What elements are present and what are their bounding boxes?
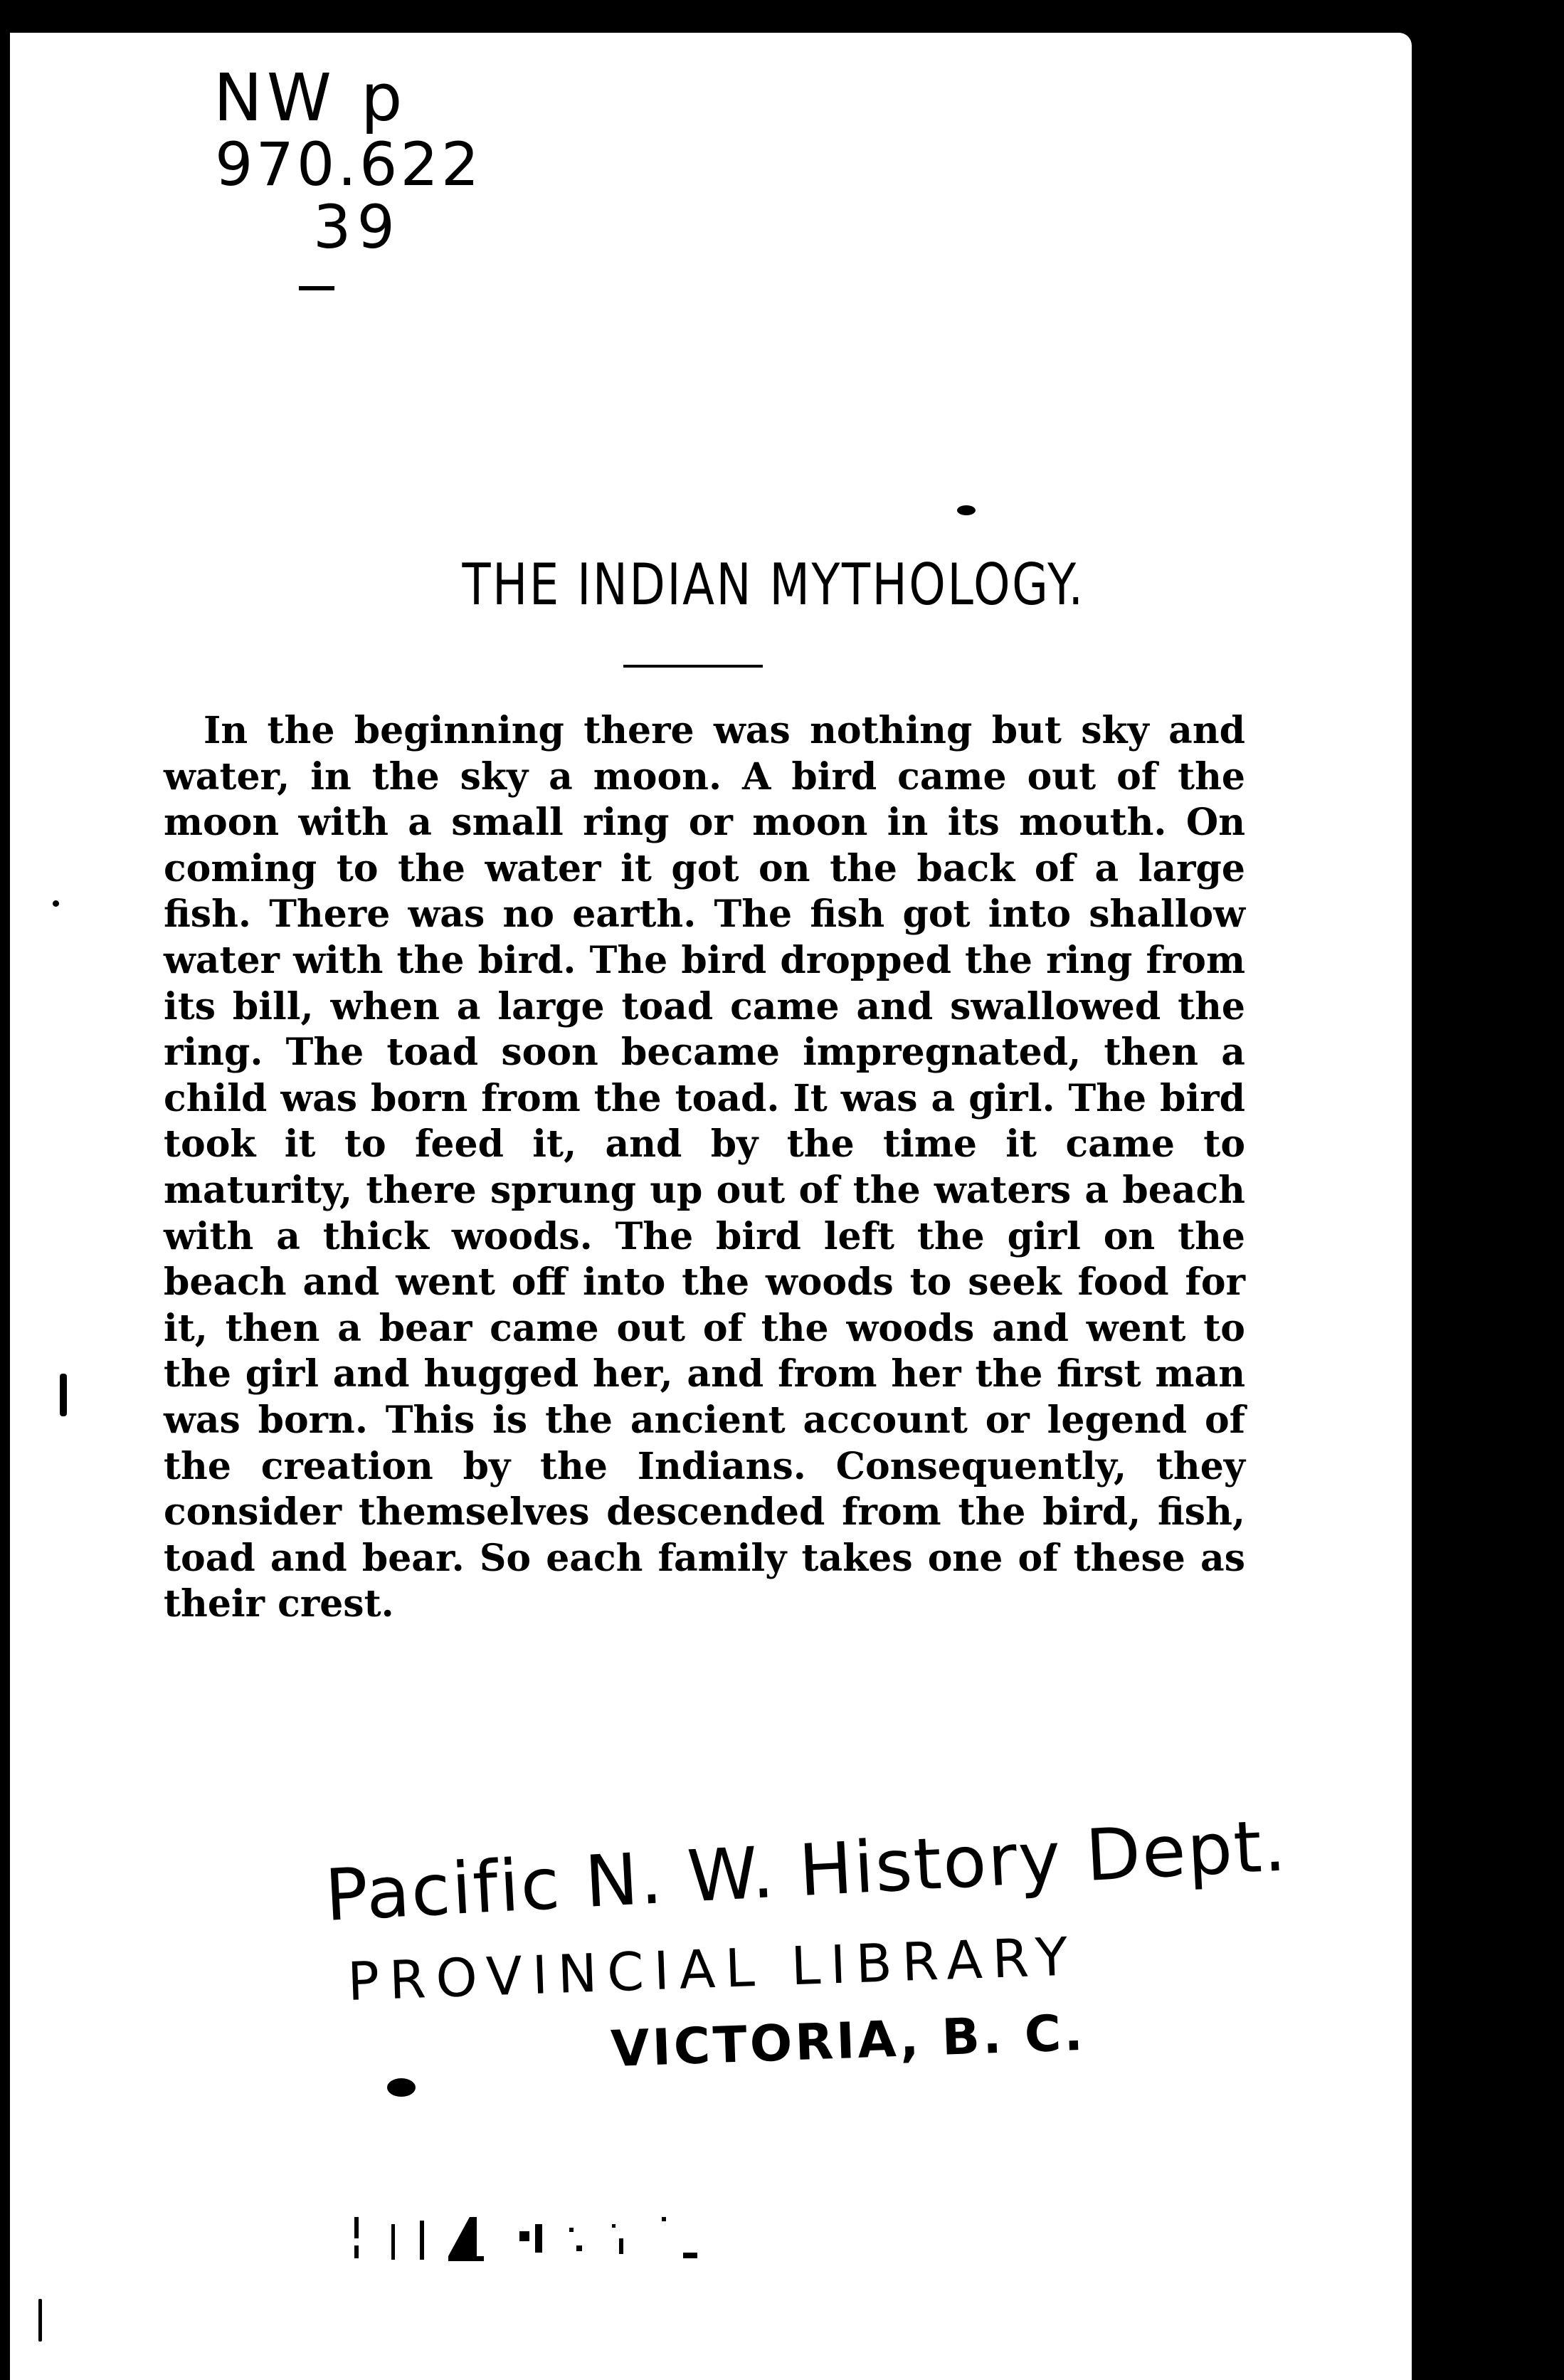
faded-accession-number xyxy=(349,2196,733,2274)
call-number-underline xyxy=(299,286,334,290)
scan-speck xyxy=(957,505,976,515)
body-text xyxy=(164,708,1245,1628)
stamp-city-line: VICTORIA, B. C. xyxy=(610,2003,1087,2078)
library-stamp xyxy=(322,1804,1291,2078)
title-rule xyxy=(623,665,763,668)
call-number-line-1: NW p xyxy=(213,60,407,136)
body-paragraph: In the beginning there was nothing but sky and water, in the sky a moon. A bird came out of the moon with a small ring or moon in its mouth. On coming to the water it got on the back of a large fish. There was no earth. The fish got into shallow water with the bird. The bird dropped the ring from its bill, when a large toad came and swallowed the ring. The toad soon became impregnated, then a child was born from the toad. It was a girl. The bird took it to feed it, and by the time it came to maturity, there sprung up out of the waters a beach with a thick woods. The bird left the girl on the beach and went off into the woods to seek food for it, then a bear came out of the woods and went to the girl and hugged her, and from her the first man was born. This is the ancient account or legend of the creation by the Indians. Consequently, they consider themselves descended from the bird, fish, toad and bear. So each family takes one of these as their crest. xyxy=(164,709,1245,1626)
scan-left-border xyxy=(0,0,10,2380)
call-number-line-3: 39 xyxy=(313,191,401,262)
scan-speck xyxy=(38,2299,42,2342)
stamp-library-line: PROVINCIAL LIBRARY xyxy=(346,1926,1079,2013)
call-number-annotation xyxy=(213,60,482,262)
scan-speck xyxy=(53,900,59,907)
scan-speck xyxy=(60,1374,67,1416)
document-title: THE INDIAN MYTHOLOGY. xyxy=(462,552,1085,618)
call-number-line-2: 970.622 xyxy=(215,129,482,199)
scan-speck xyxy=(387,2078,416,2097)
stamp-dept-line: Pacific N. W. History Dept. xyxy=(322,1804,1289,1937)
